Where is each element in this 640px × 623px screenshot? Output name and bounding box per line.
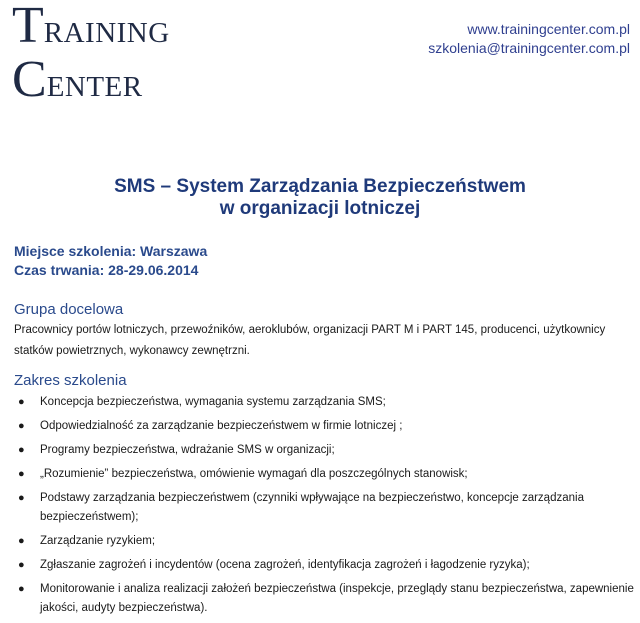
target-group-text: Pracownicy portów lotniczych, przewoźników, aeroklubów, organizacji PART M i PART 145, producenci, użytkownicy statków powietrznych, wykonawcy zewnętrzni. [14,324,606,357]
target-group-heading: Grupa docelowa [14,301,124,318]
list-item-text: Programy bezpieczeństwa, wdrażanie SMS w organizacji; [40,444,335,456]
list-item [14,417,634,436]
logo-word-training: RAINING [43,17,170,49]
title-line-2: w organizacji lotniczej [219,198,421,219]
bullet-icon: ● [18,444,25,456]
title-abbr: SMS [114,176,156,197]
logo-initial-t: T [12,0,44,54]
logo-initial-c: C [12,51,47,108]
document-title [0,176,640,220]
bullet-icon: ● [18,468,25,480]
logo-word-center: ENTER [46,71,143,103]
list-item-text: Zgłaszanie zagrożeń i incydentów (ocena zagrożeń, identyfikacja zagrożeń i łagodzenie ryzyka); [40,559,530,571]
list-item-text: Koncepcja bezpieczeństwa, wymagania systemu zarządzania SMS; [40,396,386,408]
logo-line-1 [12,0,170,54]
list-item-text: Podstawy zarządzania bezpieczeństwem (czynniki wpływające na bezpieczeństwo, koncepcje zarządzania bezpieczeństwem); [40,492,584,523]
bullet-icon: ● [18,396,25,408]
list-item [14,532,634,551]
list-item-text: Monitorowanie i analiza realizacji założeń bezpieczeństwa (inspekcje, przeglądy stanu bezpieczeństwa, zapewnienie jakości, audyty bezpieczeństwa). [40,583,634,614]
scope-heading: Zakres szkolenia [14,372,127,389]
training-meta [14,242,207,280]
website-link[interactable]: www.trainingcenter.com.pl [467,21,630,37]
bullet-icon: ● [18,420,25,432]
list-item [14,465,634,484]
bullet-icon: ● [18,583,25,595]
email-link[interactable]: szkolenia@trainingcenter.com.pl [428,40,630,56]
contact-info [428,20,630,58]
training-duration: Czas trwania: 28-29.06.2014 [14,262,199,278]
list-item [14,580,634,618]
title-line-1-rest: – System Zarządzania Bezpieczeństwem [155,176,526,197]
bullet-icon: ● [18,559,25,571]
list-item [14,441,634,460]
list-item [14,393,634,412]
title-line-1 [0,176,640,198]
list-item-text: „Rozumienie” bezpieczeństwa, omówienie wymagań dla poszczególnych stanowisk; [40,468,468,480]
scope-list [14,393,634,623]
list-item [14,489,634,527]
list-item-text: Odpowiedzialność za zarządzanie bezpieczeństwem w firmie lotniczej ; [40,420,403,432]
training-center-logo [12,0,170,108]
bullet-icon: ● [18,492,25,504]
training-place: Miejsce szkolenia: Warszawa [14,243,208,259]
logo-line-2 [12,51,170,108]
list-item-text: Zarządzanie ryzykiem; [40,535,156,547]
list-item [14,556,634,575]
bullet-icon: ● [18,535,25,547]
